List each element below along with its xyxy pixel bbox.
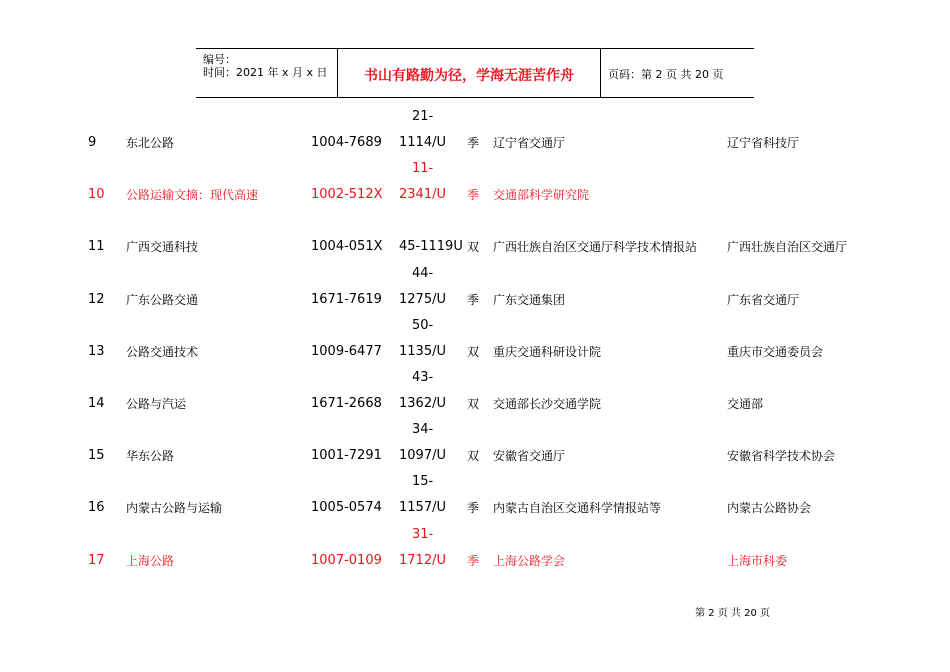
issn: 1005-0574 — [311, 500, 382, 516]
cn-suffix: 1135/U — [399, 343, 446, 359]
frequency: 季 — [467, 188, 480, 203]
journal-name: 公路交通技术 — [126, 344, 199, 359]
organizer: 广西壮族自治区交通厅 — [727, 240, 848, 255]
table-row — [0, 161, 950, 213]
row-number: 11 — [88, 239, 105, 255]
organizer: 广东省交通厅 — [727, 292, 800, 307]
cn-suffix: 45-1119U — [399, 239, 463, 255]
publisher: 内蒙古自治区交通科学情报站等 — [493, 501, 662, 516]
cn-suffix: 1157/U — [399, 500, 446, 516]
motto: 书山有路勤为径，学海无涯苦作舟 — [364, 68, 574, 84]
frequency: 季 — [467, 501, 480, 516]
journal-name: 内蒙古公路与运输 — [126, 501, 223, 516]
table-row — [0, 370, 950, 422]
publisher: 辽宁省交通厅 — [493, 136, 566, 150]
journal-name: 华东公路 — [126, 449, 175, 464]
journal-name: 公路与汽运 — [126, 397, 187, 411]
publisher: 重庆交通科研设计院 — [493, 344, 602, 359]
cn-prefix: 50- — [412, 317, 434, 333]
frequency: 季 — [467, 136, 480, 150]
page-footer: 第 2 页 共 20 页 — [695, 608, 770, 619]
issn: 1671-2668 — [311, 396, 382, 411]
issn: 1004-7689 — [311, 135, 382, 150]
frequency: 季 — [467, 292, 480, 307]
issn: 1009-6477 — [311, 343, 382, 359]
journal-name: 公路运输文摘：现代高速 — [126, 188, 259, 203]
issn: 1671-7619 — [311, 291, 382, 307]
issn: 1001-7291 — [311, 448, 382, 464]
frequency: 双 — [467, 240, 480, 255]
publisher: 交通部科学研究院 — [493, 188, 590, 203]
issn: 1002-512X — [311, 187, 383, 203]
cn-prefix: 43- — [412, 370, 434, 385]
row-number: 15 — [88, 448, 105, 464]
table-row — [0, 318, 950, 370]
row-number: 12 — [88, 291, 105, 307]
table-row — [0, 474, 950, 526]
issn: 1007-0109 — [311, 552, 382, 568]
row-number: 10 — [88, 187, 105, 203]
table-row — [0, 109, 950, 161]
journal-name: 广西交通科技 — [126, 240, 199, 255]
row-number: 13 — [88, 343, 105, 359]
table-row — [0, 422, 950, 474]
publisher: 上海公路学会 — [493, 553, 566, 568]
organizer: 重庆市交通委员会 — [727, 344, 824, 359]
row-number: 16 — [88, 500, 105, 516]
frequency: 季 — [467, 553, 480, 568]
row-number: 17 — [88, 552, 105, 568]
cn-prefix: 44- — [412, 265, 434, 281]
cn-prefix: 31- — [412, 526, 434, 542]
cn-prefix: 11- — [412, 161, 434, 177]
cn-suffix: 1097/U — [399, 448, 446, 464]
issn: 1004-051X — [311, 239, 383, 255]
time-label: 时间：2021 年 x 月 x 日 — [203, 66, 328, 79]
organizer: 内蒙古公路协会 — [727, 501, 812, 516]
frequency: 双 — [467, 344, 480, 359]
frequency: 双 — [467, 397, 480, 411]
organizer: 上海市科委 — [727, 553, 788, 568]
cn-suffix: 1712/U — [399, 552, 446, 568]
cn-prefix: 21- — [412, 109, 434, 124]
journal-name: 广东公路交通 — [126, 292, 199, 307]
header-motto-cell — [338, 49, 601, 97]
number-label: 编号： — [203, 53, 236, 66]
cn-prefix: 15- — [412, 474, 434, 490]
row-number: 9 — [88, 135, 97, 150]
publisher: 安徽省交通厅 — [493, 449, 566, 464]
header-page-cell — [601, 49, 754, 97]
header-meta-cell — [196, 49, 338, 97]
page-label: 页码：第 2 页 共 20 页 — [608, 68, 724, 81]
page-header — [196, 48, 754, 98]
cn-suffix: 1362/U — [399, 396, 446, 411]
publisher: 广东交通集团 — [493, 292, 566, 307]
cn-suffix: 2341/U — [399, 187, 446, 203]
publisher: 广西壮族自治区交通厅科学技术情报站 — [493, 240, 698, 255]
cn-suffix: 1275/U — [399, 291, 446, 307]
table-row — [0, 527, 950, 579]
frequency: 双 — [467, 449, 480, 464]
publisher: 交通部长沙交通学院 — [493, 397, 602, 411]
organizer: 安徽省科学技术协会 — [727, 449, 836, 464]
journal-name: 上海公路 — [126, 553, 175, 568]
table-row — [0, 213, 950, 265]
organizer: 交通部 — [727, 397, 764, 411]
journal-name: 东北公路 — [126, 136, 175, 150]
row-number: 14 — [88, 396, 105, 411]
cn-prefix: 34- — [412, 422, 434, 438]
table-row — [0, 266, 950, 318]
cn-suffix: 1114/U — [399, 135, 446, 150]
organizer: 辽宁省科技厅 — [727, 136, 800, 150]
